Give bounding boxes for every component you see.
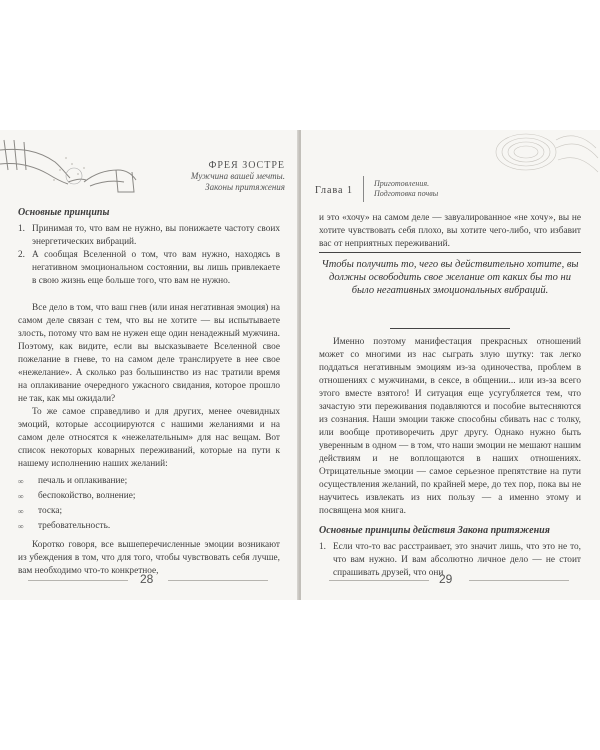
bullet-icon: ∞ <box>18 522 24 531</box>
bullet-item <box>18 505 280 518</box>
bullet-text: печаль и оплакивание; <box>38 476 128 486</box>
right-page <box>301 130 600 600</box>
chapter-label: Глава 1 <box>315 184 353 196</box>
bullet-icon: ∞ <box>18 477 24 486</box>
list-item <box>18 249 280 288</box>
list-number: 1. <box>319 542 326 552</box>
chapter-title <box>374 179 438 199</box>
running-head-book-line1: Мужчина вашей мечты. <box>190 171 285 181</box>
paragraph: Именно поэтому манифестация прекрасных отношений может со многими из нас сыграть злую шутку: так легко поддаться негативным эмоциям из-за одиночества, проблем в отношениях с мужчинами, в сексе, в общении... или из-за всего этого вместе взятого! И ситуация еще усугубляется тем, что зачастую эти переживания подавляются и пособие вытесняются из сознания. Наши эмоции также способны сбивать нас с толку, или вообще противоречить друг другу. Однако нужно быть уверенным в одном — в том, что наши эмоции не мешают нашим действиям и не воплощаются в наших отношениях. Отрицательные эмоции — самое серьезное препятствие на пути осуществления желаний, по крайней мере, до тех пор, пока вы не научитесь извлекать из них пользу — а именно этому и посвящена моя книга. <box>319 337 581 516</box>
bullet-text: тоска; <box>38 506 63 516</box>
chapter-title-line2: Подготовка почвы <box>374 189 439 198</box>
footer-rule <box>168 580 268 581</box>
bullet-icon: ∞ <box>18 492 24 501</box>
right-page-top <box>319 212 581 251</box>
footer-rule <box>329 580 429 581</box>
running-head <box>191 160 285 193</box>
paragraph: и это «хочу» на самом деле — завуалированное «не хочу», вы не хотите чувствовать себя плохо, вы хотите чего-либо, что избавит вас от неприятных переживаний. <box>319 213 581 249</box>
bullet-text: требовательность. <box>38 521 111 531</box>
bullet-icon: ∞ <box>18 507 24 516</box>
page-number: 28 <box>140 572 154 586</box>
footer-rule <box>469 580 569 581</box>
list-number: 2. <box>18 250 25 260</box>
principles-heading: Основные принципы <box>18 207 110 218</box>
right-page-body <box>319 336 581 580</box>
book-spread <box>0 130 600 600</box>
paragraph: Коротко говоря, все вышеперечисленные эмоции возникают из убеждения в том, что для того, чтобы чувствовать себя лучше, вам необходимо что-то конкретное, <box>18 540 280 576</box>
list-number: 1. <box>18 224 25 234</box>
chapter-title-line1: Приготовления. <box>374 179 430 188</box>
bullet-item <box>18 490 280 503</box>
page-number: 29 <box>439 572 453 586</box>
paragraph: Все дело в том, что ваш гнев (или иная негативная эмоция) на самом деле связан с тем, что вы не хотите — вы испытываете злость, потому что вам не нужен еще один ненадежный мужчина. Поэтому, как видите, если вы высказываете Вселенной свое пожелание в гневе, то на самом деле транслируете в нее свое «нежелание». А сколько раз большинство из нас тратили время на оплакивание очередного ужасного свидания, которое прошло не так, как мы ожидали? <box>18 303 280 404</box>
footer-rule <box>28 580 128 581</box>
list-item <box>18 223 280 249</box>
swirl-ornament <box>486 130 600 190</box>
running-head-book-line2: Законы притяжения <box>205 182 285 192</box>
list-text: Если что-то вас расстраивает, это значит лишь, что это не то, что вам нужно. И вам абсолютно личное дело — не стоит спрашивать друзей, что они <box>333 542 581 578</box>
bullet-item <box>18 475 280 488</box>
running-head-author: ФРЕЯ ЗОСТРЕ <box>208 160 285 171</box>
law-principles-heading: Основные принципы действия Закона притяжения <box>319 525 550 536</box>
bullet-text: беспокойство, волнение; <box>38 491 136 501</box>
pull-quote <box>319 258 581 297</box>
quote-text: Чтобы получить то, чего вы действительно хотите, вы должны освободить свое желание от каких бы то ни было негативных эмоциональных вибраций. <box>321 259 579 296</box>
quote-rule-bottom <box>390 328 510 329</box>
paragraph: То же самое справедливо и для других, менее очевидных эмоций, которые ассоциируются с нашими желаниями и на самом деле относятся к «нежелательным» для нас вещам. Вот список некоторых коварных переживаний, которые на пути к нашему исполнению наших желаний: <box>18 407 280 469</box>
list-text: А сообщая Вселенной о том, что вам нужно, находясь в негативном эмоциональном состоянии, вы лишь привлекаете в свою жизнь еще больше того, что вам не нужно. <box>32 250 280 286</box>
quote-rule-top <box>319 252 581 253</box>
chapter-header <box>315 176 438 202</box>
left-page-body <box>18 206 280 578</box>
left-page <box>0 130 299 600</box>
chapter-divider <box>363 176 364 202</box>
list-text: Принимая то, что вам не нужно, вы понижаете частоту своих энергетических вибраций. <box>32 224 280 247</box>
bullet-item <box>18 520 280 533</box>
hands-illustration <box>0 130 145 200</box>
